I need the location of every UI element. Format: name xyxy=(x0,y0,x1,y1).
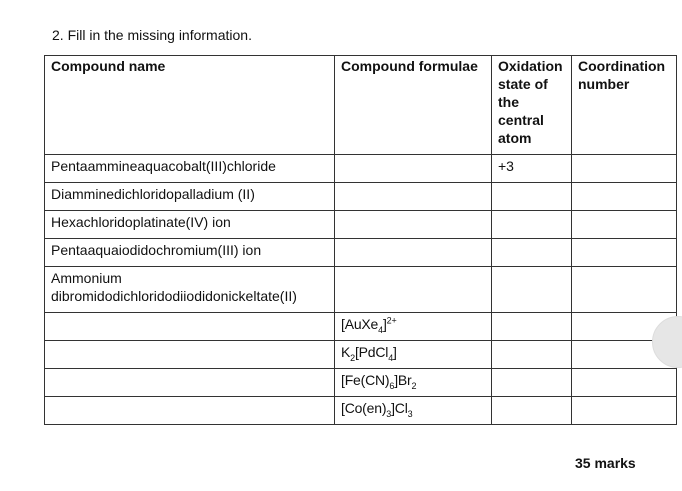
cell-coordination[interactable] xyxy=(572,183,677,211)
cell-oxidation[interactable] xyxy=(492,369,572,397)
header-compound-formulae: Compound formulae xyxy=(335,56,492,155)
cell-formula[interactable] xyxy=(335,211,492,239)
cell-formula[interactable] xyxy=(335,267,492,313)
cell-name[interactable]: Hexachloridoplatinate(IV) ion xyxy=(45,211,335,239)
cell-formula[interactable] xyxy=(335,239,492,267)
cell-formula[interactable]: [AuXe$_4$]$^{2+}$ xyxy=(335,313,492,341)
cell-oxidation[interactable] xyxy=(492,313,572,341)
cell-formula[interactable] xyxy=(335,183,492,211)
cell-oxidation[interactable]: +3 xyxy=(492,155,572,183)
cell-coordination[interactable] xyxy=(572,369,677,397)
cell-name[interactable] xyxy=(45,313,335,341)
cell-coordination[interactable] xyxy=(572,267,677,313)
information-table xyxy=(44,55,677,425)
header-coordination-number: Coordination number xyxy=(572,56,677,155)
cell-formula[interactable]: $K_2[PdCl_4]$ xyxy=(335,341,492,369)
cell-name[interactable]: Ammonium dibromidodichloridodiiodidonickeltate(II) xyxy=(45,267,335,313)
cell-formula[interactable]: $[Fe(CN)_6]Br_2$ xyxy=(335,369,492,397)
cell-oxidation[interactable] xyxy=(492,341,572,369)
table-row xyxy=(45,211,677,239)
cell-oxidation[interactable] xyxy=(492,267,572,313)
cell-name[interactable]: Diamminedichloridopalladium (II) xyxy=(45,183,335,211)
cell-name[interactable]: Pentaaquaiodidochromium(III) ion xyxy=(45,239,335,267)
header-compound-name: Compound name xyxy=(45,56,335,155)
table-row xyxy=(45,155,677,183)
header-oxidation-state: Oxidation state of the central atom xyxy=(492,56,572,155)
cell-coordination[interactable] xyxy=(572,155,677,183)
cell-name[interactable] xyxy=(45,369,335,397)
table-row xyxy=(45,397,677,425)
table-row xyxy=(45,267,677,313)
table-row xyxy=(45,183,677,211)
table-row xyxy=(45,239,677,267)
cell-coordination[interactable] xyxy=(572,239,677,267)
cell-formula[interactable]: $[Co(en)_3]Cl_3$ xyxy=(335,397,492,425)
question-title: 2. Fill in the missing information. xyxy=(52,27,252,43)
table-header-row xyxy=(45,56,677,155)
cell-oxidation[interactable] xyxy=(492,183,572,211)
cell-coordination[interactable] xyxy=(572,211,677,239)
cell-name[interactable] xyxy=(45,341,335,369)
cell-name[interactable] xyxy=(45,397,335,425)
cell-formula[interactable] xyxy=(335,155,492,183)
cell-oxidation[interactable] xyxy=(492,239,572,267)
table-row xyxy=(45,313,677,341)
marks-label: 35 marks xyxy=(575,455,636,471)
table-row xyxy=(45,369,677,397)
cell-oxidation[interactable] xyxy=(492,397,572,425)
table-row xyxy=(45,341,677,369)
cell-coordination[interactable] xyxy=(572,397,677,425)
cell-name[interactable]: Pentaammineaquacobalt(III)chloride xyxy=(45,155,335,183)
cell-oxidation[interactable] xyxy=(492,211,572,239)
